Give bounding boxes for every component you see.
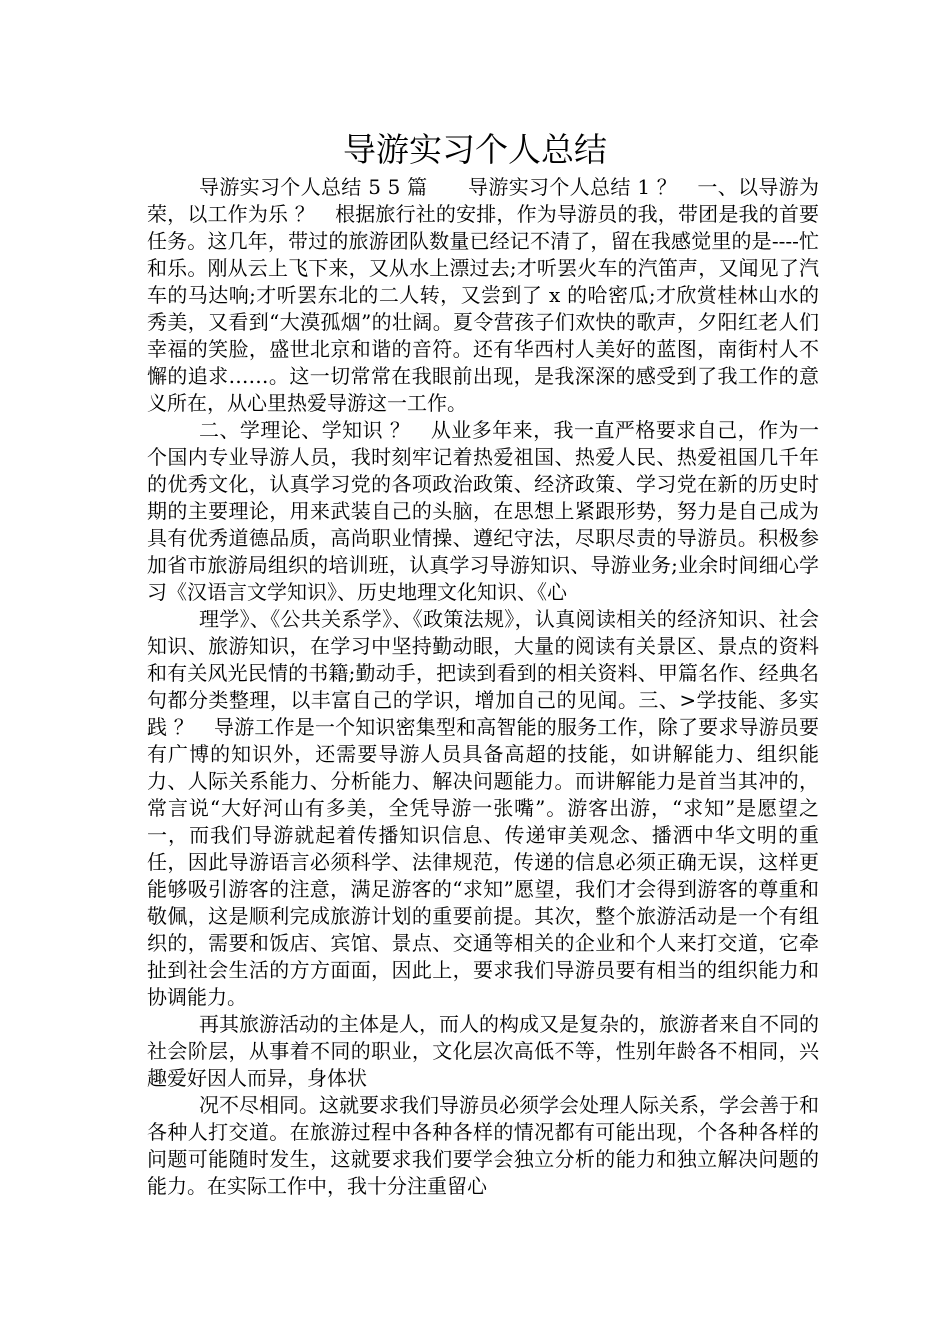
paragraph-skills: 理学》、《公共关系学》、《政策法规》，认真阅读相关的经济知识、社会知识、旅游知识，在学习中坚持勤动眼，大量的阅读有关景区、景点的资料和有关风光民情的书籍;勤动手，把读到看到的相关资料、甲篇名作、经典名句都分类整理，以丰富自己的学识，增加自己的见闻。三、>学技能、多实践 ？ 导游工作是一个知识密集型和高智能的服务工作，除了要求导游员要有广博的知识外，还需要导游人员具备高超的技能，如讲解能力、组织能力、人际关系能力、分析能力、解决问题能力。而讲解能力是首当其冲的，常言说“大好河山有多美，全凭导游一张嘴”。游客出游，“求知”是愿望之一，而我们导游就起着传播知识信息、传递审美观念、播洒中华文明的重任，因此导游语言必须科学、法律规范，传递的信息必须正确无误，这样更能够吸引游客的注意，满足游客的“求知”愿望，我们才会得到游客的尊重和敬佩，这是顺利完成旅游计划的重要前提。其次，整个旅游活动是一个有组织的，需要和饭店、宾馆、景点、交通等相关的企业和个人来打交道，它牵扯到社会生活的方方面面，因此上，要求我们导游员要有相当的组织能力和协调能力。: [147, 607, 819, 1009]
paragraph-tourists: 再其旅游活动的主体是人，而人的构成又是复杂的，旅游者来自不同的社会阶层，从事着不同的职业，文化层次高低不等，性别年龄各不相同，兴趣爱好因人而异，身体状: [147, 1012, 819, 1090]
paragraph-intro: 导游实习个人总结 5 5 篇 导游实习个人总结 1 ？ 一、以导游为荣，以工作为乐 ？ 根据旅行社的安排，作为导游员的我，带团是我的首要任务。这几年，带过的旅游团队数量已经记不清了，留在我感觉里的是----忙和乐。刚从云上飞下来，又从水上漂过去;才听罢火车的汽笛声，又闻见了汽车的马达响;才听罢东北的二人转，又尝到了 x 的哈密瓜;才欣赏桂林山水的秀美，又看到“大漠孤烟”的壮阔。夏令营孩子们欢快的歌声，夕阳红老人们幸福的笑脸，盛世北京和谐的音符。还有华西村人美好的蓝图，南街村人不懈的追求……。这一切常常在我眼前出现，是我深深的感受到了我工作的意义所在，从心里热爱导游这一工作。: [147, 175, 819, 415]
paragraph-theory: 二、学理论、学知识 ？ 从业多年来，我一直严格要求自己，作为一个国内专业导游人员，我时刻牢记着热爱祖国、热爱人民、热爱祖国几千年的优秀文化，认真学习党的各项政治政策、经济政策、学习党在新的历史时期的主要理论，用来武装自己的头脑，在思想上紧跟形势，努力是自己成为具有优秀道德品质，高尚职业情操、遵纪守法，尽职尽责的导游员。积极参加省市旅游局组织的培训班，认真学习导游知识、导游业务;业余时间细心学习《汉语言文学知识》、历史地理文化知识、《心: [147, 418, 819, 604]
document-title: 导游实习个人总结: [343, 130, 607, 169]
document-body: [147, 174, 819, 1200]
paragraph-relations: 况不尽相同。这就要求我们导游员必须学会处理人际关系，学会善于和各种人打交道。在旅游过程中各种各样的情况都有可能出现，个各种各样的问题可能随时发生，这就要求我们要学会独立分析的能力和独立解决问题的能力。在实际工作中，我十分注重留心: [147, 1093, 819, 1198]
